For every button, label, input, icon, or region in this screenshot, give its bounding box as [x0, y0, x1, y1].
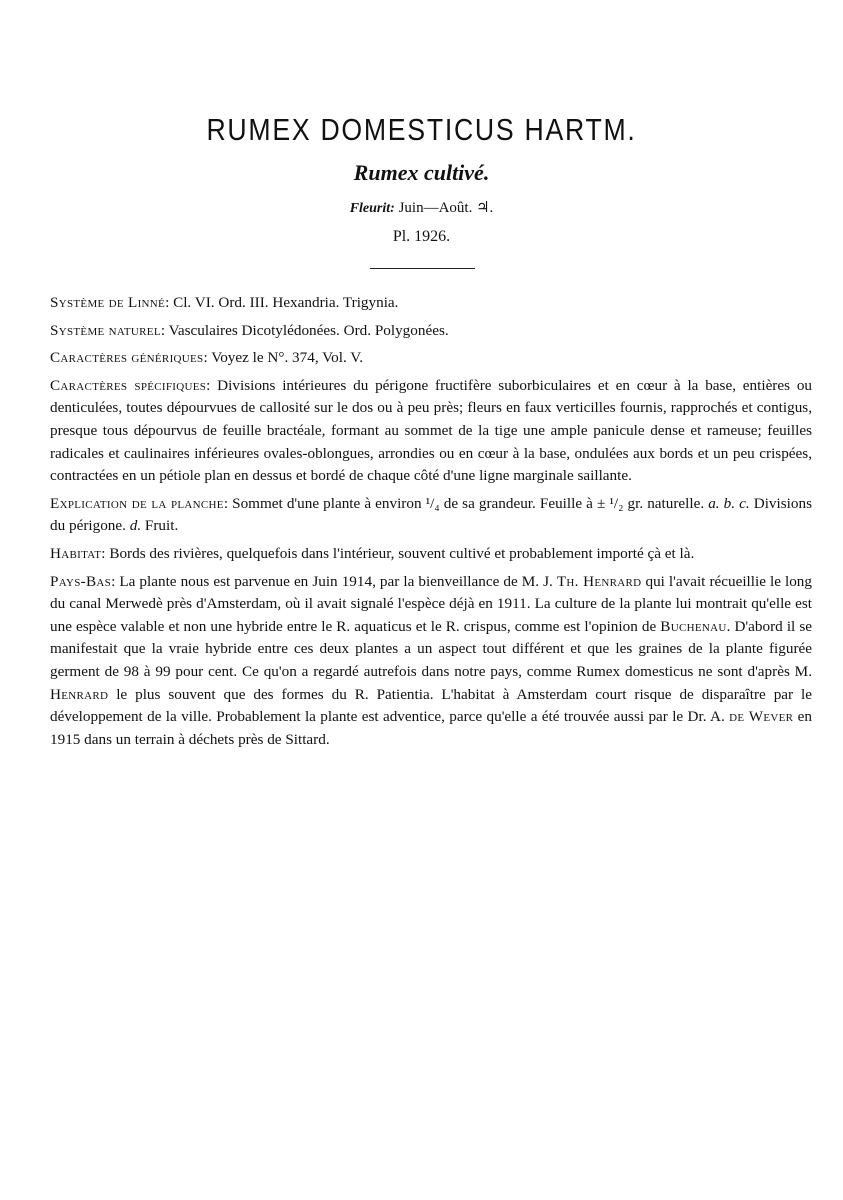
- section-text: : Voyez le N°. 374, Vol. V.: [203, 349, 364, 367]
- section-label: Caractères spécifiques: [50, 376, 207, 394]
- section-linne: [50, 292, 812, 315]
- section-text: : Cl. VI. Ord. III. Hexandria. Trigynia.: [165, 294, 399, 311]
- section-text: le plus souvent que des formes du R. Patientia. L'habitat à Amsterdam court risque de disparaître par le développement de la ville. Probablement la plante est adventice, parce qu'elle a été trouvée aussi par le Dr. A.: [50, 685, 812, 726]
- section-specifiques: [50, 375, 812, 488]
- section-text: en 1915 dans un terrain à déchets près de Sittard.: [50, 708, 812, 748]
- section-text: : La plante nous est parvenue en Juin 1914, par la bienveillance de M. J.: [111, 572, 557, 590]
- section-text: Divisions du périgone.: [50, 494, 812, 535]
- person-name: Th. Henrard: [556, 572, 642, 590]
- person-name: de Wever: [729, 708, 794, 726]
- common-name: Rumex cultivé.: [353, 160, 490, 185]
- document-body: [50, 292, 812, 756]
- section-label: Système de Linné: [50, 294, 166, 311]
- flowering-line: [0, 198, 843, 217]
- section-text: : Sommet d'une plante à environ ¹/₄ de sa grandeur. Feuille à ± ¹/₂ gr. naturelle.: [223, 494, 709, 512]
- section-generiques: [50, 347, 812, 370]
- section-habitat: [50, 543, 812, 566]
- section-label: Explication de la planche: [50, 494, 224, 512]
- section-pays-bas: [50, 571, 812, 752]
- person-name: Henrard: [50, 685, 109, 703]
- page-title: RUMEX DOMESTICUS HARTM.: [206, 112, 637, 147]
- section-label: Système naturel: [50, 321, 161, 339]
- section-label: Pays-Bas: [50, 572, 112, 590]
- section-label: Habitat: [50, 544, 102, 562]
- divider: [370, 268, 475, 269]
- section-text: Fruit.: [141, 517, 179, 535]
- flowering-label: Fleurit:: [349, 201, 395, 216]
- section-label: Caractères génériques: [50, 349, 204, 367]
- section-text: : Vasculaires Dicotylédonées. Ord. Polygonées.: [160, 321, 449, 339]
- figure-letter: d.: [129, 517, 142, 535]
- flowering-value: Juin—Août. ♃.: [398, 200, 494, 216]
- plate-number: Pl. 1926.: [392, 228, 451, 245]
- section-explication: [50, 493, 812, 538]
- section-naturel: [50, 320, 812, 343]
- section-text: : Bords des rivières, quelquefois dans l'intérieur, souvent cultivé et probablement importé çà et là.: [101, 544, 695, 562]
- section-text: . D'abord il se manifestait que la vraie hybride entre ces deux plantes a un aspect tout différent et que les graines de la plante figurée germent de 98 à 99 pour cent. Ce qu'on a regardé autrefois dans notre pays, comme Rumex domesticus ne sont d'après M.: [50, 617, 812, 680]
- section-text: qui l'avait récueillie le long du canal Merwedè près d'Amsterdam, où il avait signalé l'espèce déjà en 1911. La culture de la plante lui montrait qu'elle est une espèce valable et non une hybride entre le R. aquaticus et le R. crispus, comme est l'opinion de: [50, 572, 812, 635]
- figure-letters: a. b. c.: [708, 494, 750, 512]
- section-text: : Divisions intérieures du périgone fructifère suborbiculaires et en cœur à la base, entières ou denticulées, toutes dépourvues de callosité sur le dos ou à peu près; fleurs en faux verticilles fournis, rapprochés et contigus, presque tous dépourvus de feuille bractéale, formant au sommet de la tige une ample panicule dense et rameuse; feuilles radicales et caulinaires inférieures ovales-oblongues, arrondies ou en cœur à la base, ondulées aux bords et un peu crispées, contractées en un pétiole plan en dessus et bordé de chaque côté d'une ligne marginale saillante.: [50, 376, 813, 485]
- person-name: Buchenau: [660, 617, 727, 635]
